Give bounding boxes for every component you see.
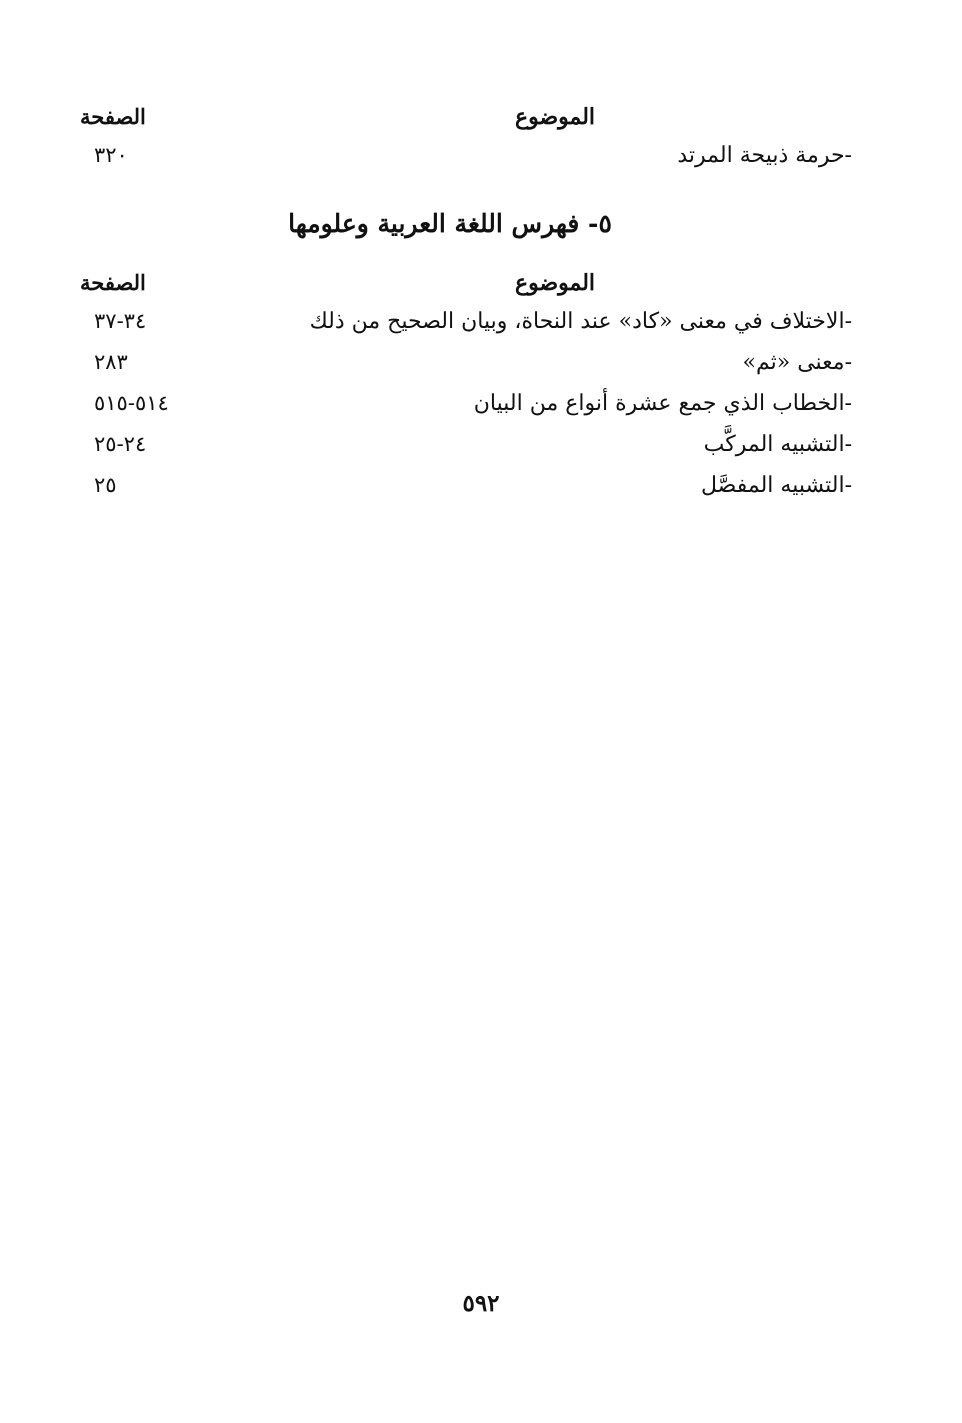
top-table-row [0,143,962,179]
top-topic-header: الموضوع [514,104,596,130]
entry-topic: -حرمة ذبيحة المرتد [677,143,852,168]
section-title: ٥- فهرس اللغة العربية وعلومها [288,209,612,238]
entry-page: ٣٤-٣٧ [94,309,147,333]
top-page-header: الصفحة [80,104,146,129]
entry-page: ٣٢٠ [94,143,128,167]
entry-topic: -التشبيه المفصَّل [701,473,852,498]
section-table-header [0,270,962,306]
entry-page: ٢٤-٢٥ [94,432,147,456]
top-table-header [0,104,962,140]
entry-topic: -معنى «ثم» [742,350,852,375]
entry-page: ٢٥ [94,473,117,497]
page-number: ٥٩٢ [462,1290,500,1317]
entry-page: ٢٨٣ [94,350,128,374]
entry-topic: -الخطاب الذي جمع عشرة أنواع من البيان [473,391,852,416]
table-row [0,473,962,509]
section-page-header: الصفحة [80,270,146,295]
section-topic-header: الموضوع [514,270,596,296]
table-row [0,350,962,386]
table-row [0,432,962,468]
entry-topic: -الاختلاف في معنى «كاد» عند النحاة، وبيان الصحيح من ذلك [309,309,852,334]
entry-page: ٥١٤-٥١٥ [94,391,169,415]
entry-topic: -التشبيه المركَّب [703,432,852,457]
table-row [0,391,962,427]
table-row [0,309,962,345]
